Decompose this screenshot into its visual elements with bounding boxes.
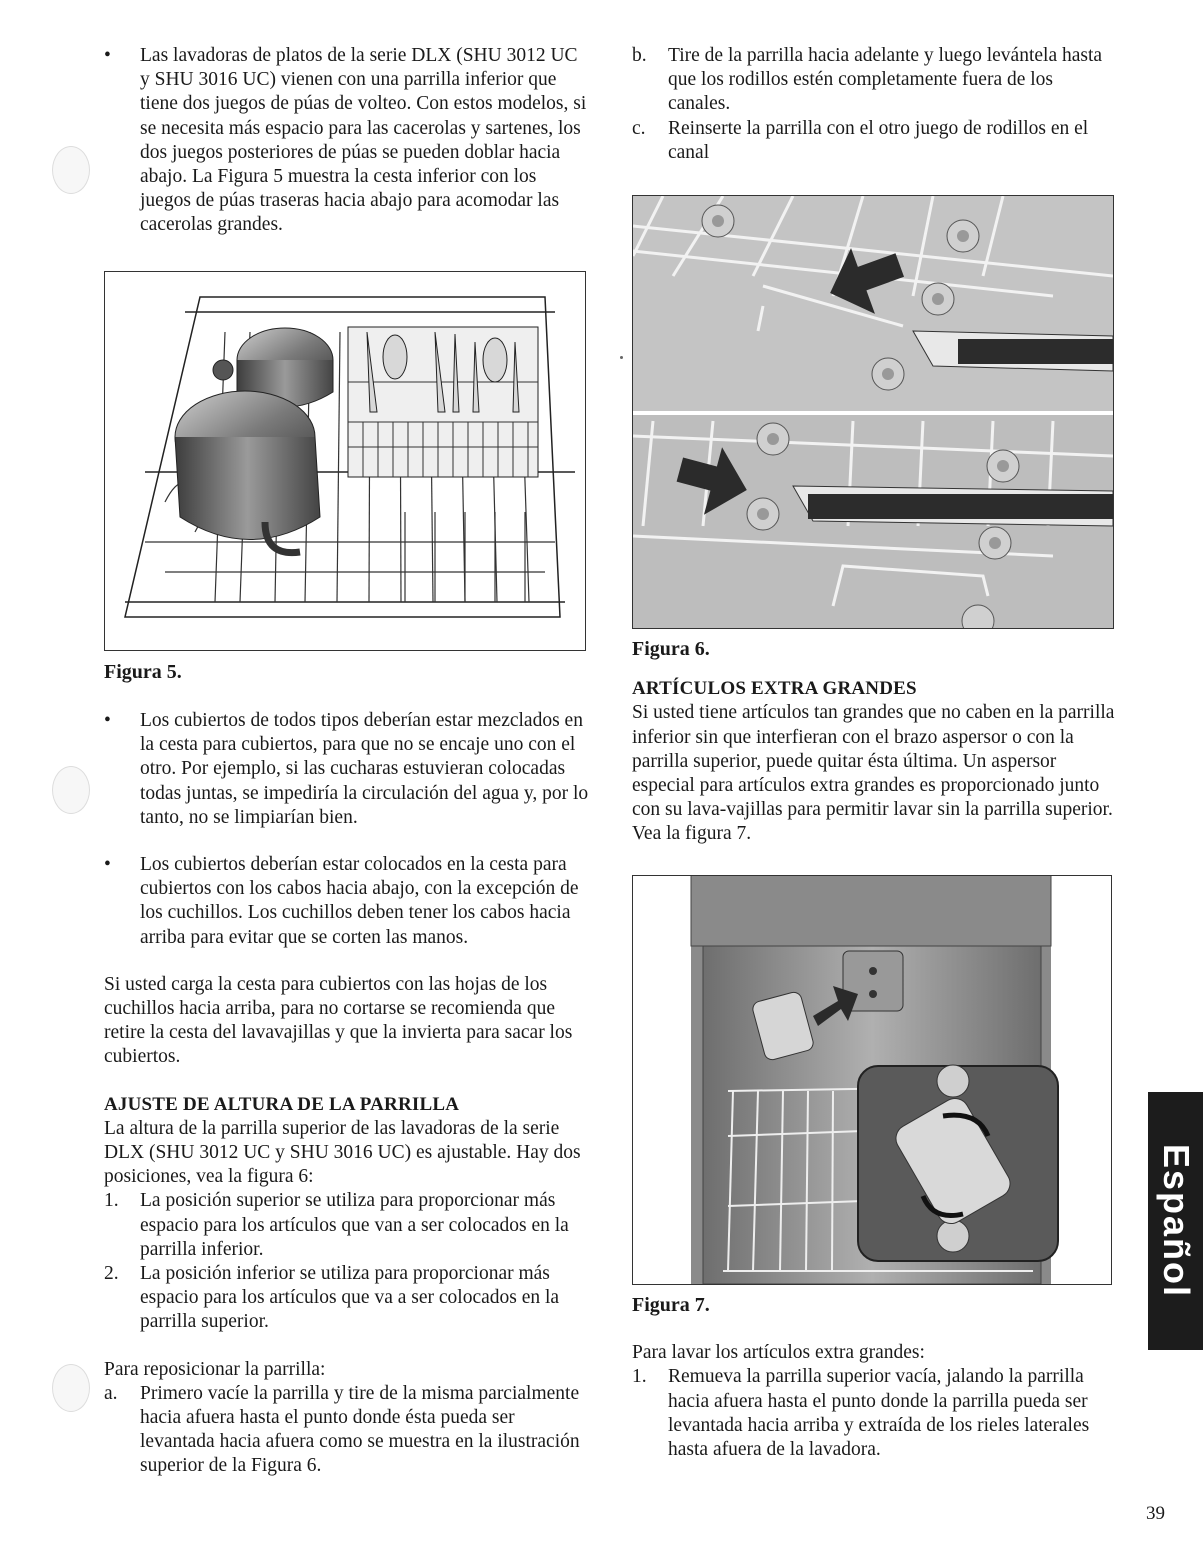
- left-column-body: [104, 709, 590, 1479]
- rack-rollers-illustration: [633, 196, 1113, 628]
- stray-dot: [620, 356, 623, 359]
- step-b: [632, 44, 1118, 117]
- figure-5-lower-basket: [104, 271, 586, 651]
- rack-height-paragraph: La altura de la parrilla superior de las lavadoras de la serie DLX (SHU 3012 UC y SHU 3016 UC) es ajustable. Hay dos posiciones, vea la figura 6:: [104, 1117, 581, 1188]
- punch-hole-middle: [52, 766, 90, 814]
- page-number: 39: [1146, 1503, 1165, 1524]
- step-letter: c.: [632, 117, 646, 139]
- figure-6-caption: Figura 6.: [632, 638, 710, 660]
- list-item-text: La posición superior se utiliza para proporcionar más espacio para los artículos que van a ser colocados en la parrilla inferior.: [140, 1190, 569, 1260]
- list-item: [104, 1262, 590, 1335]
- figure-5-caption: Figura 5.: [104, 661, 182, 683]
- language-tab: [1148, 1092, 1203, 1350]
- right-column-lower: [632, 1293, 1118, 1462]
- extra-large-paragraph: Si usted tiene artículos tan grandes que no caben en la parrilla inferior sin que interfieran con el brazo aspersor o con la parrilla superior, puede quitar ésta última. Un aspersor especial para artículos extra grandes es proporcionado junto con su lava-vajillas para permitir lavar sin la parrilla superior. Vea la figura 7.: [632, 702, 1115, 845]
- step-text: Primero vacíe la parrilla y tire de la misma parcialmente hacia afuera hasta el punto donde ésta pueda ser levantada hacia afuera como se muestra en la ilustración superior de la Figura 6.: [140, 1382, 580, 1477]
- left-column-lower: [104, 660, 590, 684]
- step-c: [632, 117, 1118, 165]
- knives-paragraph: Si usted carga la cesta para cubiertos con las hojas de los cuchillos hacia arriba, para no cortarse se recomienda que retire la cesta del lavavajillas y que la invierta para sacar los cubiertos.: [104, 973, 573, 1068]
- punch-hole-top: [52, 146, 90, 194]
- bullet-text: Las lavadoras de platos de la serie DLX (SHU 3012 UC y SHU 3016 UC) vienen con una parrilla inferior que tiene dos juegos de púas de volteo. Con estos modelos, si se necesita más espacio para las cacerolas y sartenes, los dos juegos posteriores de púas se pueden doblar hacia abajo. La Figura 5 muestra la cesta inferior con los juegos de púas traseras hacia abajo para acomodar las cacerolas grandes.: [140, 45, 587, 236]
- right-column: [632, 44, 1118, 165]
- bullet-mark: •: [104, 710, 111, 731]
- figure-7-caption: Figura 7.: [632, 1294, 710, 1316]
- wash-intro: Para lavar los artículos extra grandes:: [632, 1342, 925, 1364]
- list-item-text: Remueva la parrilla superior vacía, jalando la parrilla hacia afuera hasta el punto donde la parrilla pueda ser levantada hacia arriba y extraída de los rieles laterales hasta afuera de la lavadora.: [668, 1366, 1090, 1461]
- reposition-intro: Para reposicionar la parrilla:: [104, 1358, 326, 1380]
- bullet-dlx-racks: [104, 44, 590, 238]
- step-text: Tire de la parrilla hacia adelante y luego levántela hasta que los rodillos estén completamente fuera de los canales.: [668, 45, 1103, 115]
- list-item-number: 1.: [104, 1190, 119, 1212]
- heading-rack-height: AJUSTE DE ALTURA DE LA PARRILLA: [104, 1093, 460, 1115]
- language-tab-label: Español: [1155, 1143, 1197, 1299]
- bullet-text: Los cubiertos de todos tipos deberían estar mezclados en la cesta para cubiertos, para que no se encaje uno con el otro. Por ejemplo, si las cucharas estuvieran colocadas todas juntas, se impediría la circulación del agua y, por lo tanto, no se limpiarían bien.: [140, 710, 589, 828]
- lower-basket-illustration: [105, 272, 585, 650]
- right-column-mid: [632, 637, 1118, 847]
- list-item-number: 1.: [632, 1366, 647, 1388]
- bullet-text: Los cubiertos deberían estar colocados en la cesta para cubiertos con los cabos hacia abajo, con la excepción de los cuchillos. Los cuchillos deben tener los cabos hacia arriba para evitar que se corten las manos.: [140, 854, 579, 948]
- bullet-mark: •: [104, 45, 111, 66]
- figure-7-spray-head: [632, 875, 1112, 1285]
- bullet-mark: •: [104, 854, 111, 876]
- step-text: Reinserte la parrilla con el otro juego de rodillos en el canal: [668, 117, 1089, 163]
- bullet-mixed-cutlery: [104, 709, 590, 830]
- figure-6-rack-rollers: [632, 195, 1114, 629]
- bullet-handles-down: [104, 853, 590, 950]
- list-item: [632, 1365, 1118, 1462]
- dishwasher-spray-illustration: [633, 876, 1111, 1284]
- punch-hole-bottom: [52, 1364, 90, 1412]
- left-column: [104, 44, 590, 238]
- list-item: [104, 1189, 590, 1262]
- step-letter: b.: [632, 45, 647, 66]
- list-item-number: 2.: [104, 1263, 119, 1285]
- step-a: [104, 1382, 590, 1479]
- step-letter: a.: [104, 1382, 118, 1404]
- heading-extra-large: ARTÍCULOS EXTRA GRANDES: [632, 678, 917, 700]
- list-item-text: La posición inferior se utiliza para proporcionar más espacio para los artículos que va a ser colocados en la parrilla superior.: [140, 1263, 560, 1333]
